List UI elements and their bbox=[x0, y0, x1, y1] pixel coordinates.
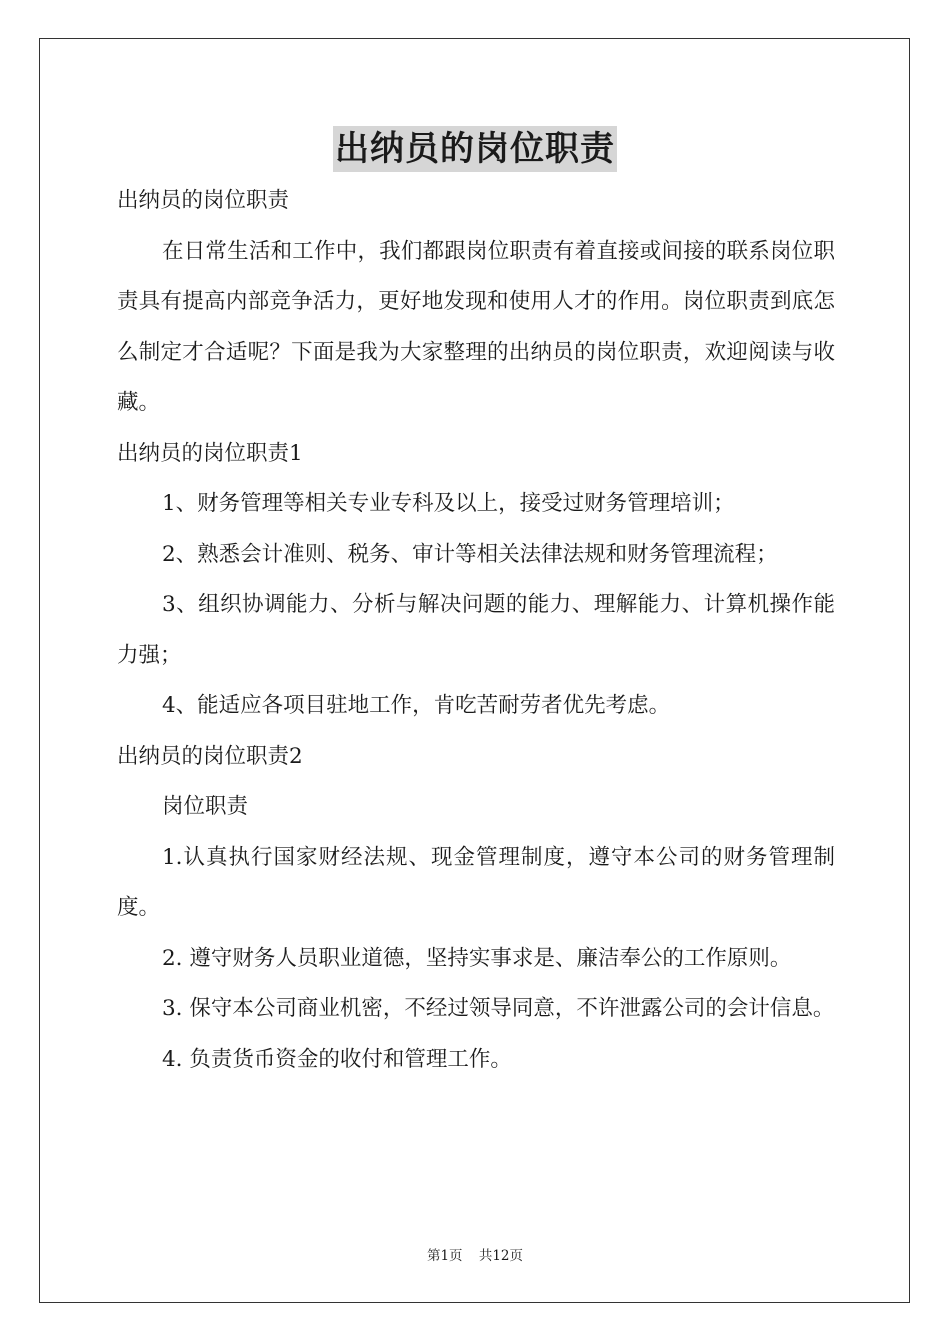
list-item: 4、能适应各项目驻地工作，肯吃苦耐劳者优先考虑。 bbox=[162, 693, 671, 718]
paragraph-intro: 在日常生活和工作中，我们都跟岗位职责有着直接或间接的联系岗位职责具有提高内部竞争活力，更好地发现和使用人才的作用。岗位职责到底怎么制定才合适呢？下面是我为大家整理的出纳员的岗位职责，欢迎阅读与收藏。 bbox=[117, 238, 835, 415]
paragraph-heading: 出纳员的岗位职责 bbox=[117, 188, 290, 213]
list-item: 3. 保守本公司商业机密，不经过领导同意，不许泄露公司的会计信息。 bbox=[162, 996, 835, 1021]
page-footer bbox=[0, 1246, 950, 1266]
list-item: 1、财务管理等相关专业专科及以上，接受过财务管理培训； bbox=[162, 491, 735, 516]
section-heading-2: 出纳员的岗位职责2 bbox=[117, 743, 303, 769]
page-number: 第1页 bbox=[426, 1248, 463, 1264]
page-total: 共12页 bbox=[478, 1248, 524, 1264]
section-heading-1: 出纳员的岗位职责1 bbox=[117, 440, 303, 466]
list-item: 4. 负责货币资金的收付和管理工作。 bbox=[162, 1046, 512, 1072]
subsection-heading: 岗位职责 bbox=[162, 794, 249, 819]
list-item: 3、组织协调能力、分析与解决问题的能力、理解能力、计算机操作能力强； bbox=[117, 592, 835, 668]
document-title-text: 出纳员的岗位职责 bbox=[333, 126, 617, 172]
list-item: 1.认真执行国家财经法规、现金管理制度，遵守本公司的财务管理制度。 bbox=[117, 844, 835, 920]
document-body bbox=[117, 176, 835, 1085]
list-item: 2. 遵守财务人员职业道德，坚持实事求是、廉洁奉公的工作原则。 bbox=[162, 945, 792, 971]
list-item: 2、熟悉会计准则、税务、审计等相关法律法规和财务管理流程； bbox=[162, 541, 778, 567]
document-title bbox=[0, 126, 950, 172]
